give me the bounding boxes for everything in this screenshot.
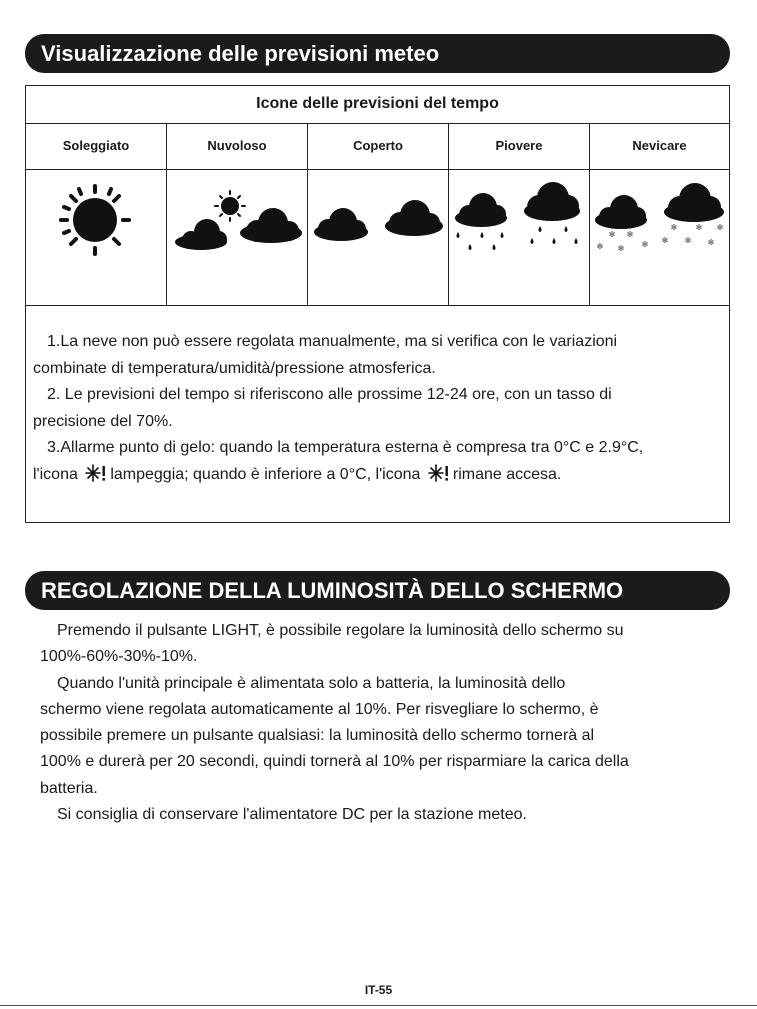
svg-text:✻: ✻ — [641, 240, 649, 249]
column-header-rain: Piovere — [449, 123, 590, 169]
svg-text:✻: ✻ — [626, 230, 634, 239]
note-3-line-2 — [33, 462, 733, 489]
svg-text:✻: ✻ — [661, 236, 669, 245]
partly-cloudy-icon — [167, 170, 308, 305]
snow-cell — [590, 170, 729, 305]
svg-text:✻: ✻ — [707, 238, 715, 247]
forecast-table — [25, 85, 730, 523]
snow-icon — [590, 170, 729, 305]
svg-text:✻: ✻ — [617, 244, 625, 253]
svg-text:✻: ✻ — [670, 223, 678, 232]
section-title-forecast: Visualizzazione delle previsioni meteo — [25, 34, 730, 73]
rain-cell — [449, 170, 590, 305]
brightness-p2-line-5: batteria. — [40, 779, 98, 797]
brightness-p2-line-3: possibile premere un pulsante qualsiasi: la luminosità dello schermo tornerà al — [40, 727, 595, 745]
column-header-partly-cloudy: Nuvoloso — [167, 123, 308, 169]
brightness-p3: Si consiglia di conservare l'alimentatore DC per la stazione meteo. — [57, 806, 527, 824]
brightness-p2-line-4: 100% e durerà per 20 secondi, quindi tornerà al 10% per risparmiare la carica della — [40, 753, 629, 771]
sunny-cell — [26, 170, 167, 305]
note-2-line-1: 2. Le previsioni del tempo si riferiscono alle prossime 12-24 ore, con un tasso di — [47, 386, 612, 403]
forecast-column-headers — [26, 123, 729, 170]
note-3-text-a: l'icona — [33, 465, 78, 483]
frost-alarm-icon — [85, 464, 107, 482]
brightness-p1-line-2: 100%-60%-30%-10%. — [40, 648, 198, 666]
forecast-table-title: Icone delle previsioni del tempo — [26, 86, 729, 124]
svg-text:✻: ✻ — [596, 242, 604, 251]
brightness-p2-line-2: schermo viene regolata automaticamente al 10%. Per risvegliare lo schermo, è — [40, 700, 599, 718]
partly-cloudy-cell — [167, 170, 308, 305]
column-header-snow: Nevicare — [632, 138, 687, 153]
brightness-p2-line-1: Quando l'unità principale è alimentata solo a batteria, la luminosità dello — [57, 674, 566, 692]
frost-alarm-icon — [428, 464, 450, 482]
sun-icon — [26, 170, 167, 305]
svg-text:✻: ✻ — [684, 236, 692, 245]
forecast-icon-row — [26, 170, 729, 306]
brightness-p1-line-1: Premendo il pulsante LIGHT, è possibile regolare la luminosità dello schermo su — [57, 622, 624, 639]
note-3-text-c: rimane accesa. — [452, 465, 562, 483]
note-1-line-1: 1.La neve non può essere regolata manualmente, ma si verifica con le variazioni — [47, 333, 618, 350]
note-2-line-2: precisione del 70%. — [33, 412, 173, 430]
column-header-sunny: Soleggiato — [26, 123, 167, 169]
note-1-line-2: combinate di temperatura/umidità/pressione atmosferica. — [33, 359, 436, 377]
bottom-divider — [0, 1005, 757, 1006]
section-title-brightness: REGOLAZIONE DELLA LUMINOSITÀ DELLO SCHERMO — [25, 571, 730, 610]
forecast-notes — [33, 329, 733, 488]
cloudy-icon — [308, 170, 449, 305]
cloudy-cell — [308, 170, 449, 305]
brightness-instructions — [40, 618, 730, 828]
note-3-line-1: 3.Allarme punto di gelo: quando la temperatura esterna è compresa tra 0°C e 2.9°C, — [47, 439, 644, 456]
page-number: IT-55 — [364, 983, 393, 997]
column-header-cloudy: Coperto — [308, 123, 449, 169]
note-3-text-b: lampeggia; quando è inferiore a 0°C, l'icona — [110, 465, 421, 483]
svg-text:✻: ✻ — [716, 223, 724, 232]
svg-text:✻: ✻ — [608, 230, 616, 239]
rain-icon — [449, 170, 590, 305]
svg-text:✻: ✻ — [695, 223, 703, 232]
